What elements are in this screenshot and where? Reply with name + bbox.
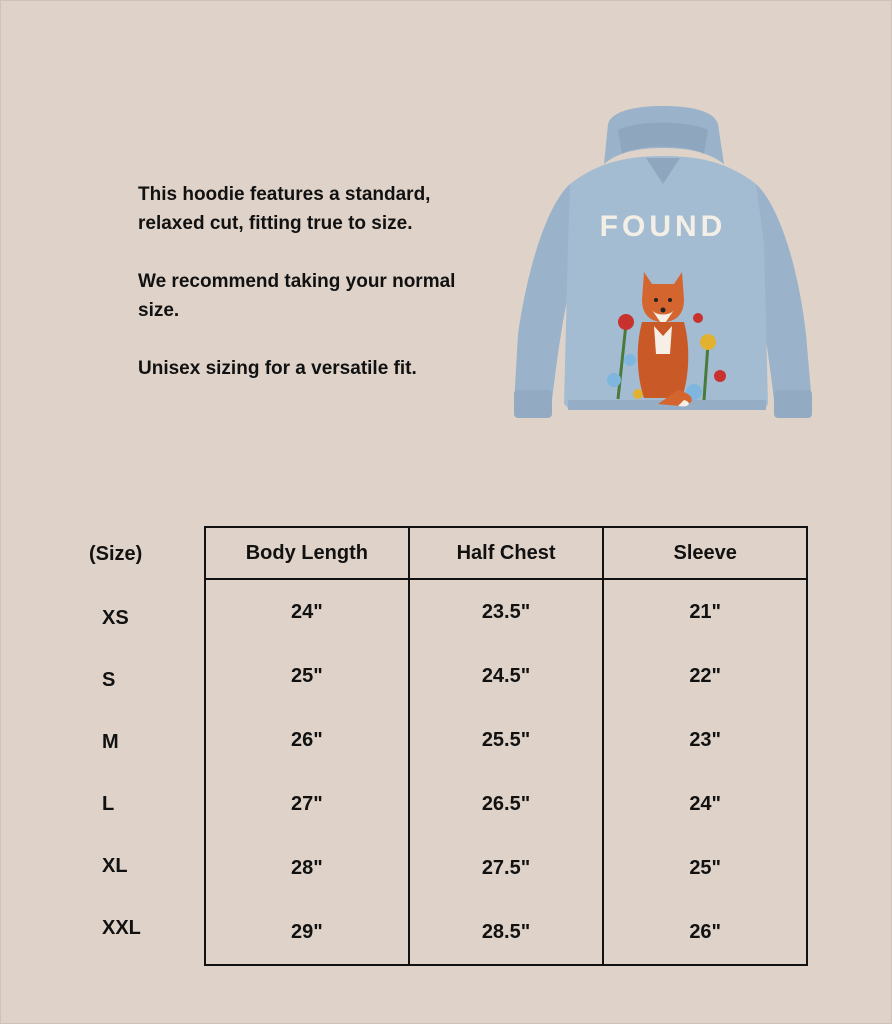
sleeve-xl: 25" — [603, 836, 807, 900]
sleeve-m: 23" — [603, 708, 807, 772]
hoodie-product-image — [508, 104, 818, 424]
table-row — [205, 644, 807, 708]
size-label-xxl: XXL — [102, 917, 141, 939]
body-length-s: 25" — [205, 644, 409, 708]
sleeve-xxl: 26" — [603, 900, 807, 965]
body-length-l: 27" — [205, 772, 409, 836]
size-chart-header-row — [205, 527, 807, 579]
half-chest-l: 26.5" — [409, 772, 604, 836]
body-length-xs: 24" — [205, 579, 409, 644]
description-recommendation: We recommend taking your normal size. — [138, 271, 456, 321]
hoodie-print-text: FOUND — [599, 210, 727, 243]
sleeve-s: 22" — [603, 644, 807, 708]
header-sleeve: Sleeve — [603, 527, 807, 579]
size-chart-table — [204, 526, 808, 966]
table-row — [205, 836, 807, 900]
body-length-xxl: 29" — [205, 900, 409, 965]
size-column-header: (Size) — [89, 543, 143, 565]
sleeve-l: 24" — [603, 772, 807, 836]
description-unisex: Unisex sizing for a versatile fit. — [138, 358, 417, 379]
half-chest-m: 25.5" — [409, 708, 604, 772]
table-row — [205, 772, 807, 836]
size-label-xl: XL — [102, 855, 128, 877]
sleeve-xs: 21" — [603, 579, 807, 644]
size-label-l: L — [102, 793, 115, 815]
size-label-xs: XS — [102, 607, 129, 629]
half-chest-xxl: 28.5" — [409, 900, 604, 965]
table-row — [205, 708, 807, 772]
half-chest-xs: 23.5" — [409, 579, 604, 644]
table-row — [205, 579, 807, 644]
size-label-s: S — [102, 669, 116, 691]
description-fit: This hoodie features a standard, relaxed cut, fitting true to size. — [138, 184, 431, 234]
product-description — [138, 180, 498, 412]
body-length-xl: 28" — [205, 836, 409, 900]
half-chest-xl: 27.5" — [409, 836, 604, 900]
half-chest-s: 24.5" — [409, 644, 604, 708]
header-half-chest: Half Chest — [409, 527, 604, 579]
body-length-m: 26" — [205, 708, 409, 772]
table-row — [205, 900, 807, 965]
size-label-m: M — [102, 731, 119, 753]
header-body-length: Body Length — [205, 527, 409, 579]
